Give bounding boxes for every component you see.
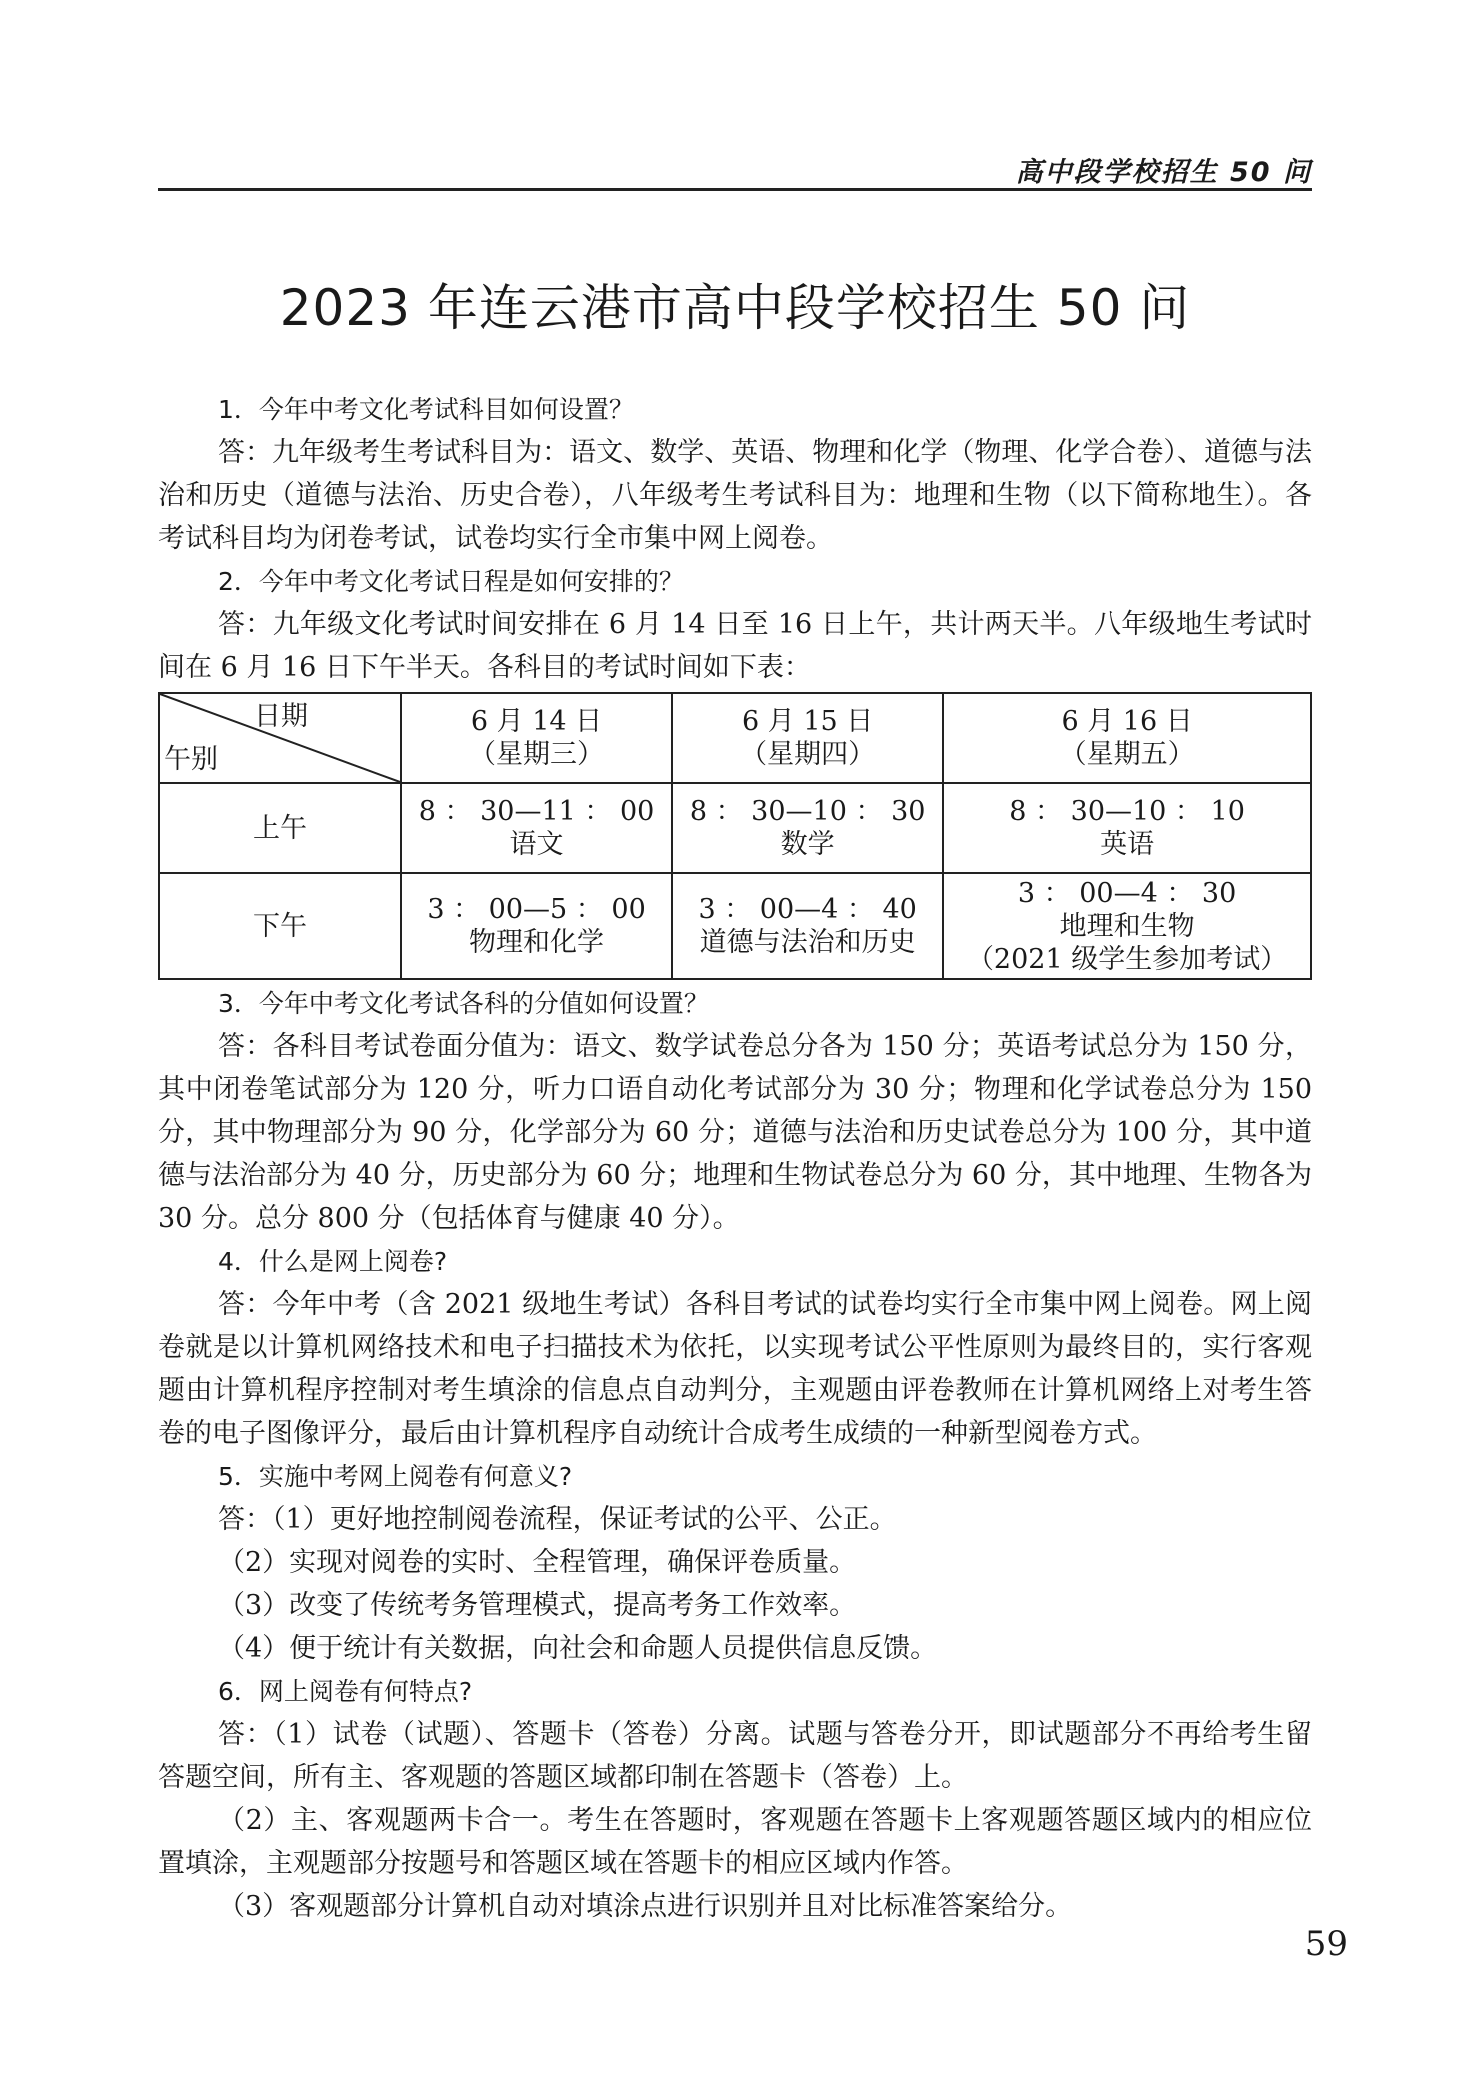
date-text: 6 月 14 日 [470, 706, 603, 737]
page-title: 2023 年连云港市高中段学校招生 50 问 [279, 279, 1191, 337]
subject-text: 物理和化学 [469, 927, 605, 958]
schedule-cell [672, 783, 943, 873]
subject-text: 语文 [509, 829, 564, 860]
answer-3: 答：各科目考试卷面分值为：语文、数学试卷总分各为 150 分；英语考试总分为 150 分，其中闭卷笔试部分为 120 分，听力口语自动化考试部分为 30 分；物理和化学试卷总分为 150 分，其中物理部分为 90 分，化学部分为 60 分；道德与法治和历史试卷总分为 100 分，其中道德与法治部分为 40 分，历史部分为 60 分；地理和生物试卷总分为 60 分，其中地理、生物各为 30 分。总分 800 分（包括体育与健康 40 分）。 [158, 1031, 1312, 1234]
period-cell: 上午 [159, 783, 401, 873]
answer-6-item: （3）客观题部分计算机自动对填涂点进行识别并且对比标准答案给分。 [218, 1891, 1073, 1922]
question-5: 5．实施中考网上阅卷有何意义? [218, 1462, 573, 1491]
question-2: 2．今年中考文化考试日程是如何安排的？ [218, 567, 684, 596]
subject-text: 数学 [780, 829, 835, 860]
subject-text: 道德与法治和历史 [699, 927, 916, 958]
page-number: 59 [1304, 1924, 1348, 1964]
table-corner-cell [159, 693, 401, 783]
subject-text: 英语 [1100, 829, 1155, 860]
weekday-text: （星期五） [1059, 739, 1195, 770]
date-header-cell [943, 693, 1311, 783]
schedule-cell [943, 783, 1311, 873]
answer-2: 答：九年级文化考试时间安排在 6 月 14 日至 16 日上午，共计两天半。八年级地生考试时间在 6 月 16 日下午半天。各科目的考试时间如下表： [158, 609, 1312, 683]
answer-1: 答：九年级考生考试科目为：语文、数学、英语、物理和化学（物理、化学合卷）、道德与法治和历史（道德与法治、历史合卷），八年级考生考试科目为：地理和生物（以下简称地生）。各考试科目均为闭卷考试，试卷均实行全市集中网上阅卷。 [158, 437, 1312, 554]
question-6: 6．网上阅卷有何特点? [218, 1677, 473, 1706]
schedule-cell [672, 873, 943, 979]
note-text: （2021 级学生参加考试） [966, 943, 1288, 975]
time-text: 8 ： 30—10 ： 10 [1009, 796, 1245, 827]
date-header-cell [401, 693, 672, 783]
time-text: 3 ： 00—5 ： 00 [427, 894, 646, 925]
exam-schedule-table [158, 692, 1312, 980]
question-3: 3．今年中考文化考试各科的分值如何设置？ [218, 989, 709, 1018]
header-rule [158, 188, 1312, 191]
date-text: 6 月 15 日 [741, 706, 874, 737]
corner-period-label: 午别 [164, 744, 218, 775]
time-text: 3 ： 00—4 ： 40 [698, 894, 917, 925]
question-1: 1．今年中考文化考试科目如何设置？ [218, 395, 634, 424]
subject-text: 地理和生物 [1059, 910, 1195, 942]
time-text: 8 ： 30—10 ： 30 [689, 796, 926, 827]
table-header-row [159, 693, 1311, 783]
schedule-cell [401, 783, 672, 873]
document-body [158, 388, 1312, 1928]
time-text: 8 ： 30—11 ： 00 [418, 796, 655, 827]
answer-5-item: （4）便于统计有关数据，向社会和命题人员提供信息反馈。 [218, 1633, 938, 1664]
weekday-text: （星期三） [469, 739, 605, 770]
table-row-morning [159, 783, 1311, 873]
weekday-text: （星期四） [740, 739, 876, 770]
question-4: 4．什么是网上阅卷? [218, 1247, 448, 1276]
time-text: 3 ： 00—4 ： 30 [1017, 877, 1237, 909]
answer-5-item: （3）改变了传统考务管理模式，提高考务工作效率。 [218, 1590, 857, 1621]
schedule-cell [401, 873, 672, 979]
date-header-cell [672, 693, 943, 783]
running-header: 高中段学校招生 50 问 [1015, 157, 1312, 188]
period-cell: 下午 [159, 873, 401, 979]
answer-6-item: 答：（1）试卷（试题）、答题卡（答卷）分离。试题与答卷分开，即试题部分不再给考生留答题空间，所有主、客观题的答题区域都印制在答题卡（答卷）上。 [158, 1719, 1312, 1793]
answer-5-item: 答：（1）更好地控制阅卷流程，保证考试的公平、公正。 [218, 1504, 897, 1535]
answer-4: 答：今年中考（含 2021 级地生考试）各科目考试的试卷均实行全市集中网上阅卷。网上阅卷就是以计算机网络技术和电子扫描技术为依托，以实现考试公平性原则为最终目的，实行客观题由计算机程序控制对考生填涂的信息点自动判分，主观题由评卷教师在计算机网络上对考生答卷的电子图像评分，最后由计算机程序自动统计合成考生成绩的一种新型阅卷方式。 [158, 1289, 1312, 1449]
schedule-cell [943, 873, 1311, 979]
corner-date-label: 日期 [254, 701, 308, 732]
table-row-afternoon [159, 873, 1311, 979]
date-text: 6 月 16 日 [1061, 706, 1193, 737]
answer-5-item: （2）实现对阅卷的实时、全程管理，确保评卷质量。 [218, 1547, 857, 1578]
answer-6-item: （2）主、客观题两卡合一。考生在答题时，客观题在答题卡上客观题答题区域内的相应位置填涂，主观题部分按题号和答题区域在答题卡的相应区域内作答。 [158, 1805, 1312, 1879]
